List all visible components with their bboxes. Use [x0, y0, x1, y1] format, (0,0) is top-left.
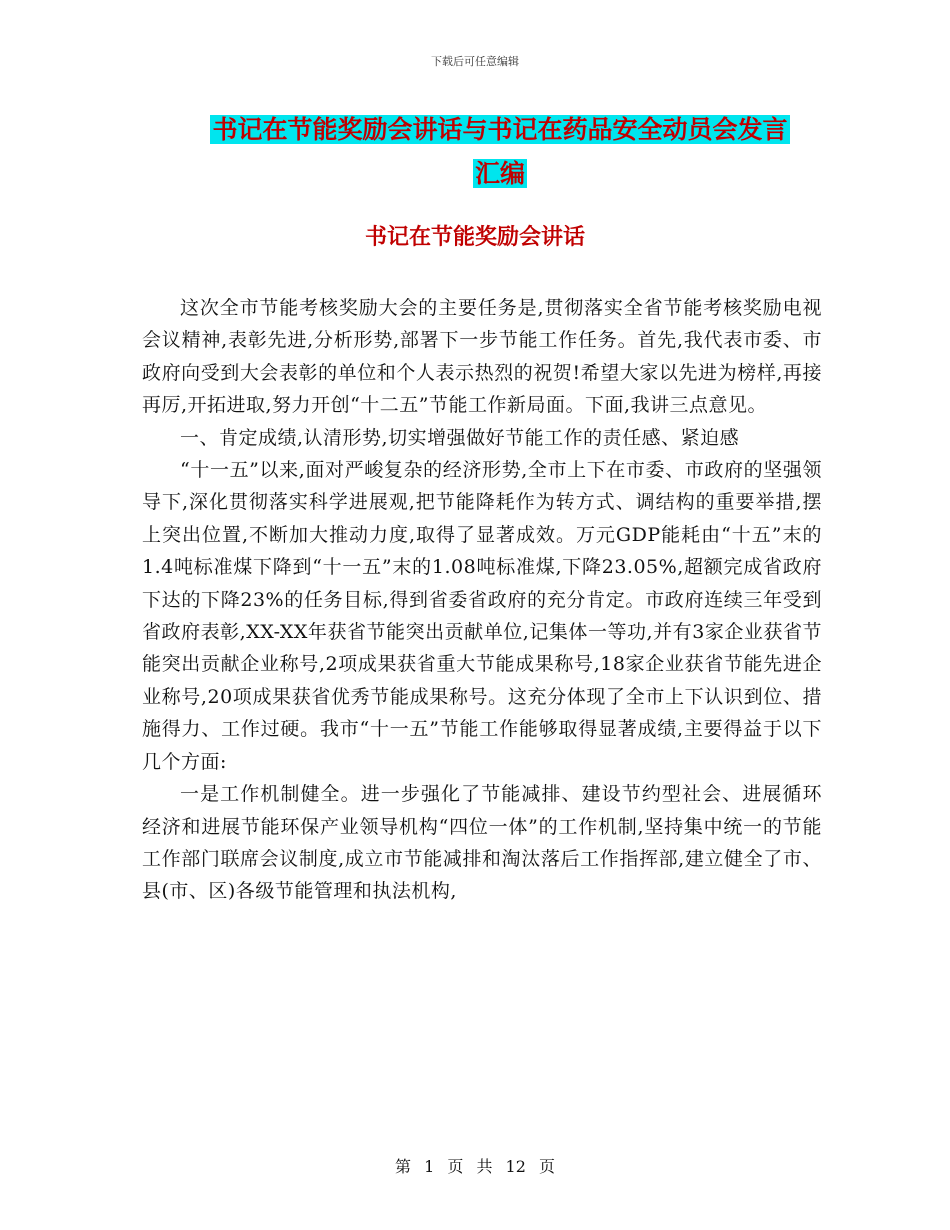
paragraph: 一、肯定成绩,认清形势,切实增强做好节能工作的责任感、紧迫感 — [180, 426, 740, 449]
paragraph: “十一五”以来,面对严峻复杂的经济形势,全市上下在市委、市政府的坚强领导下,深化贯彻落实科学进展观,把节能降耗作为转方式、调结构的重要举措,摆上突出位置,不断加大推动力度,取得了显著成效。万元GDP能耗由“十五”末的1.4吨标准煤下降到“十一五”末的1.08吨标准煤,下降23.05%,超额完成省政府下达的下降23%的任务目标,得到省委省政府的充分肯定。市政府连续三年受到省政府表彰,XX-XX年获省节能突出贡献单位,记集体一等功,并有3家企业获省节能突出贡献企业称号,2项成果获省重大节能成果称号,18家企业获省节能先进企业称号,20项成果获省优秀节能成果称号。这充分体现了全市上下认识到位、措施得力、工作过硬。我市“十一五”节能工作能够取得显著成绩,主要得益于以下几个方面: — [142, 459, 822, 773]
document-title — [140, 108, 860, 196]
header-note: 下载后可任意编辑 — [431, 55, 519, 68]
document-body — [142, 292, 822, 908]
paragraph: 一是工作机制健全。进一步强化了节能减排、建设节约型社会、进展循环经济和进展节能环保产业领导机构“四位一体”的工作机制,坚持集中统一的节能工作部门联席会议制度,成立市节能减排和淘汰落后工作指挥部,建立健全了市、县(市、区)各级节能管理和执法机构, — [142, 783, 822, 903]
paragraph: 这次全市节能考核奖励大会的主要任务是,贯彻落实全省节能考核奖励电视会议精神,表彰先进,分析形势,部署下一步节能工作任务。首先,我代表市委、市政府向受到大会表彰的单位和个人表示热烈的祝贺!希望大家以先进为榜样,再接再厉,开拓进取,努力开创“十二五”节能工作新局面。下面,我讲三点意见。 — [142, 297, 822, 417]
document-title-line-2: 汇编 — [474, 159, 525, 188]
document-title-line-1: 书记在节能奖励会讲话与书记在药品安全动员会发言 — [212, 115, 788, 144]
section-title: 书记在节能奖励会讲话 — [364, 224, 585, 250]
page-footer: 第 1 页 共 12 页 — [395, 1157, 555, 1176]
